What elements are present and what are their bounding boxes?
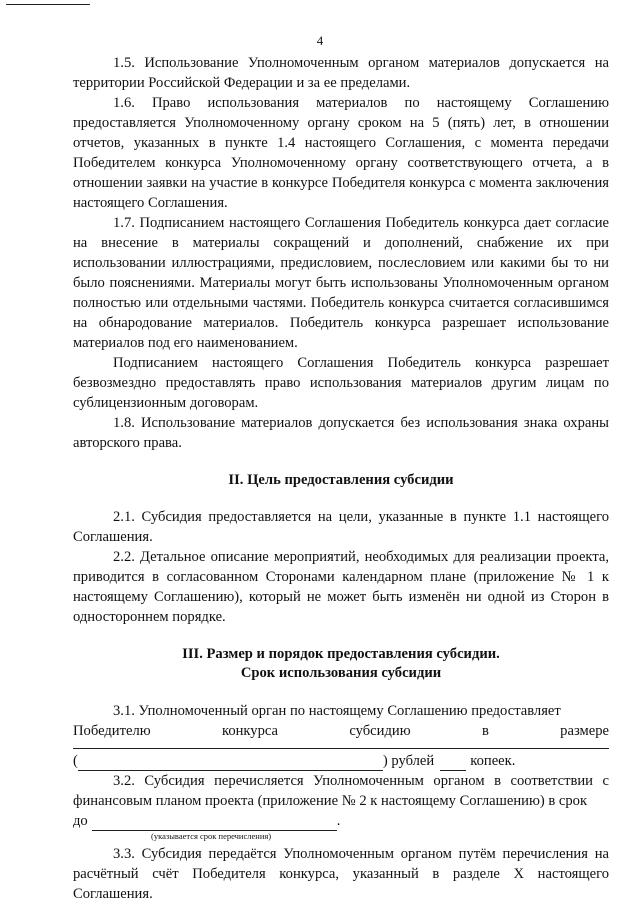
paragraph-1-7: 1.7. Подписанием настоящего Соглашения Победитель конкурса дает согласие на внесение в материалы сокращений и дополнений, снабжение их при использовании иллюстрациями, предисловием, послесловием или какими бы то ни было пояснениями. Материалы могут быть использованы Уполномоченным органом полностью или отдельными частями. Победитель конкурса считается согласившимся на обнародование материалов. Победитель конкурса разрешает использование материалов под его наименованием. (73, 215, 609, 351)
amount-row (73, 751, 609, 771)
amount-rubles-label: ) рублей (382, 753, 435, 769)
page-number: 4 (316, 33, 324, 48)
deadline-end: . (336, 813, 341, 829)
paragraph-3-2: 3.2. Субсидия перечисляется Уполномоченным органом в соответствии с финансовым планом проекта (приложение № 2 к настоящему Соглашению) в срок (73, 773, 609, 809)
deadline-hint: (указывается срок перечисления) (151, 831, 272, 841)
deadline-until: до (73, 813, 88, 829)
kopecks-blank (440, 756, 466, 771)
header-rule (6, 4, 90, 5)
paragraph-2-2: 2.2. Детальное описание мероприятий, необходимых для реализации проекта, приводится в согласованном Сторонами календарном плане (приложение № 1 к настоящему Соглашению), который не может быть изменён ни одной из Сторон в одностороннем порядке. (73, 549, 609, 625)
paragraph-sublicense: Подписанием настоящего Соглашения Победитель конкурса разрешает безвозмездно предоставлять право использования материалов другим лицам по сублицензионным договорам. (73, 355, 609, 411)
paragraph-1-5: 1.5. Использование Уполномоченным органом материалов допускается на территории Российской Федерации и за ее пределами. (73, 55, 609, 91)
paragraph-1-8: 1.8. Использование материалов допускается без использования знака охраны авторского права. (73, 415, 609, 451)
deadline-row (73, 811, 609, 831)
deadline-blank (92, 816, 337, 831)
paragraph-2-1: 2.1. Субсидия предоставляется на цели, указанные в пункте 1.1 настоящего Соглашения. (73, 509, 609, 545)
amount-blank-line (73, 741, 609, 749)
kopecks-label: копеек. (470, 753, 516, 769)
paragraph-1-6: 1.6. Право использования материалов по настоящему Соглашению предоставляется Уполномоченному органу сроком на 5 (пять) лет, в отношении отчетов, указанных в пункте 1.4 настоящего Соглашения, с момента передачи Победителем конкурса Уполномоченному органу соответствующего отчета, а в отношении заявки на участие в конкурсе Победителя конкурса с момента заключения настоящего Соглашения. (73, 95, 609, 211)
document-body (73, 53, 609, 904)
section-2-title: II. Цель предоставления субсидии (228, 472, 454, 488)
paragraph-3-1-cont: Победителю конкурса субсидию в размере (73, 723, 609, 739)
section-3-title-line1: III. Размер и порядок предоставления субсидии. (182, 646, 500, 662)
paragraph-3-1: 3.1. Уполномоченный орган по настоящему Соглашению предоставляет (113, 703, 561, 719)
section-3-title-line2: Срок использования субсидии (240, 665, 442, 681)
amount-in-words-blank (78, 756, 383, 771)
paragraph-3-3: 3.3. Субсидия передаётся Уполномоченным органом путём перечисления на расчётный счёт Победителя конкурса, указанный в разделе X настоящего Соглашения. (73, 846, 609, 902)
amount-open-paren: ( (73, 753, 78, 769)
